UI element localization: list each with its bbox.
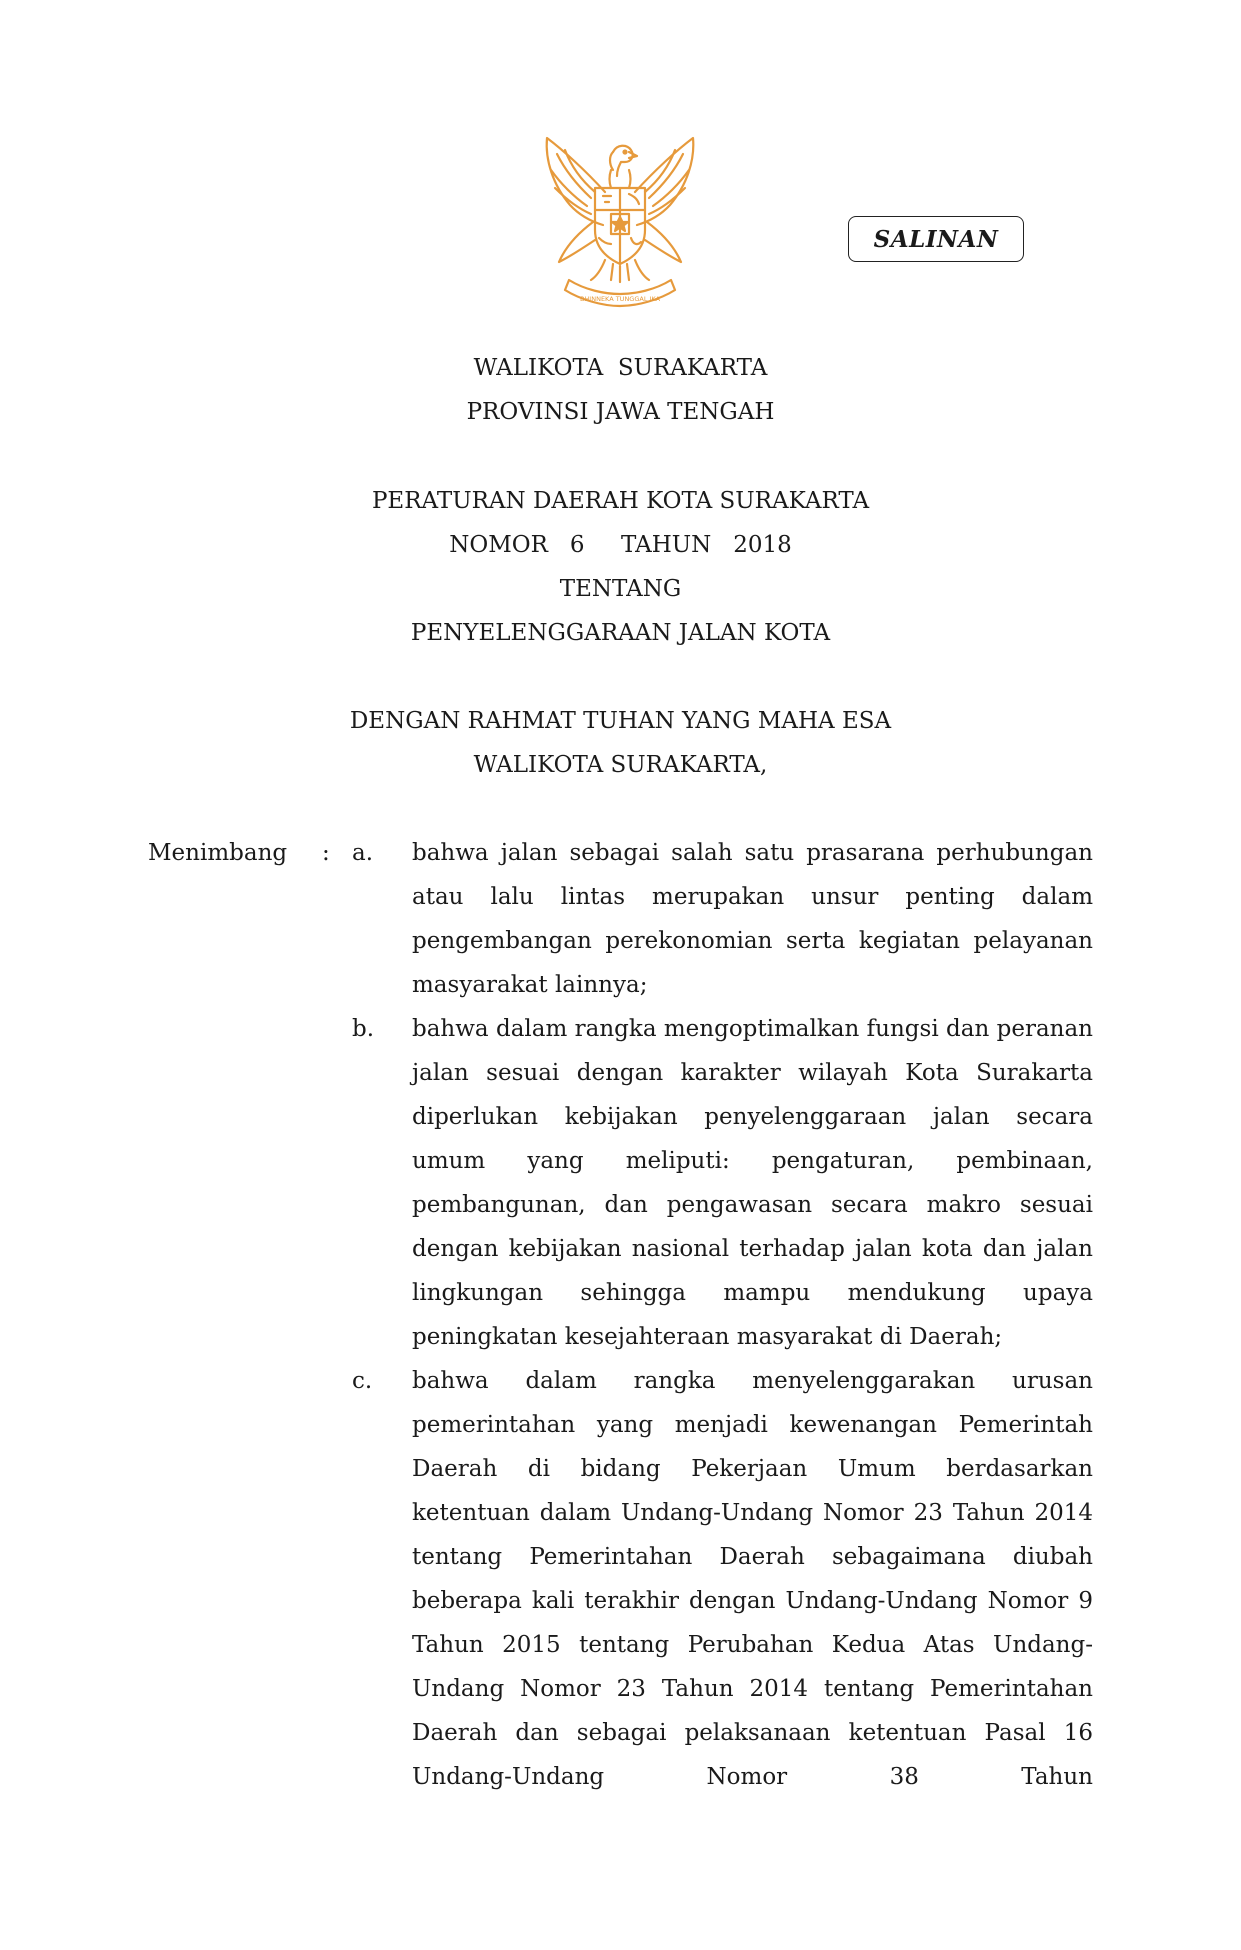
preamble-line-2: WALIKOTA SURAKARTA, (473, 752, 768, 778)
item-text-c: bahwa dalam rangka menyelenggarakan urusan pemerintahan yang menjadi kewenangan Pemerintah Daerah di bidang Pekerjaan Umum berdasarkan ketentuan dalam Undang-Undang Nomor 23 Tahun 2014 tentang Pemerintahan Daerah sebagaimana diubah beberapa kali terakhir dengan Undang-Undang Nomor 9 Tahun 2015 tentang Perubahan Kedua Atas Undang-Undang Nomor 23 Tahun 2014 tentang Pemerintahan Daerah dan sebagai pelaksanaan ketentuan Pasal 16 Undang-Undang Nomor 38 Tahun (412, 1368, 1093, 1790)
item-letter-b: b. (352, 1016, 375, 1042)
motto-text: BHINNEKA TUNGGAL IKA (579, 295, 661, 303)
header-line-2: PROVINSI JAWA TENGAH (466, 399, 775, 425)
regulation-about: TENTANG (559, 576, 682, 602)
item-text-b: bahwa dalam rangka mengoptimalkan fungsi dan peranan jalan sesuai dengan karakter wilayah Kota Surakarta diperlukan kebijakan penyelenggaraan jalan secara umum yang meliputi: pengaturan, pembinaan, pembangunan, dan pengawasan secara makro sesuai dengan kebijakan nasional terhadap jalan kota dan jalan lingkungan sehingga mampu mendukung upaya peningkatan kesejahteraan masyarakat di Daerah; (412, 1016, 1093, 1350)
considering-label: Menimbang (148, 840, 288, 866)
header-line-1: WALIKOTA SURAKARTA (473, 355, 768, 381)
preamble-line-1: DENGAN RAHMAT TUHAN YANG MAHA ESA (349, 708, 892, 734)
salinan-badge: SALINAN (848, 216, 1024, 262)
considering-colon: : (322, 840, 330, 866)
garuda-emblem-icon (525, 130, 715, 310)
regulation-subject: PENYELENGGARAAN JALAN KOTA (410, 620, 831, 646)
regulation-number: NOMOR 6 TAHUN 2018 (449, 532, 792, 558)
item-letter-a: a. (352, 840, 374, 866)
regulation-title: PERATURAN DAERAH KOTA SURAKARTA (371, 488, 870, 514)
item-letter-c: c. (352, 1368, 373, 1394)
item-text-a: bahwa jalan sebagai salah satu prasarana perhubungan atau lalu lintas merupakan unsur penting dalam pengembangan perekonomian serta kegiatan pelayanan masyarakat lainnya; (412, 840, 1093, 998)
